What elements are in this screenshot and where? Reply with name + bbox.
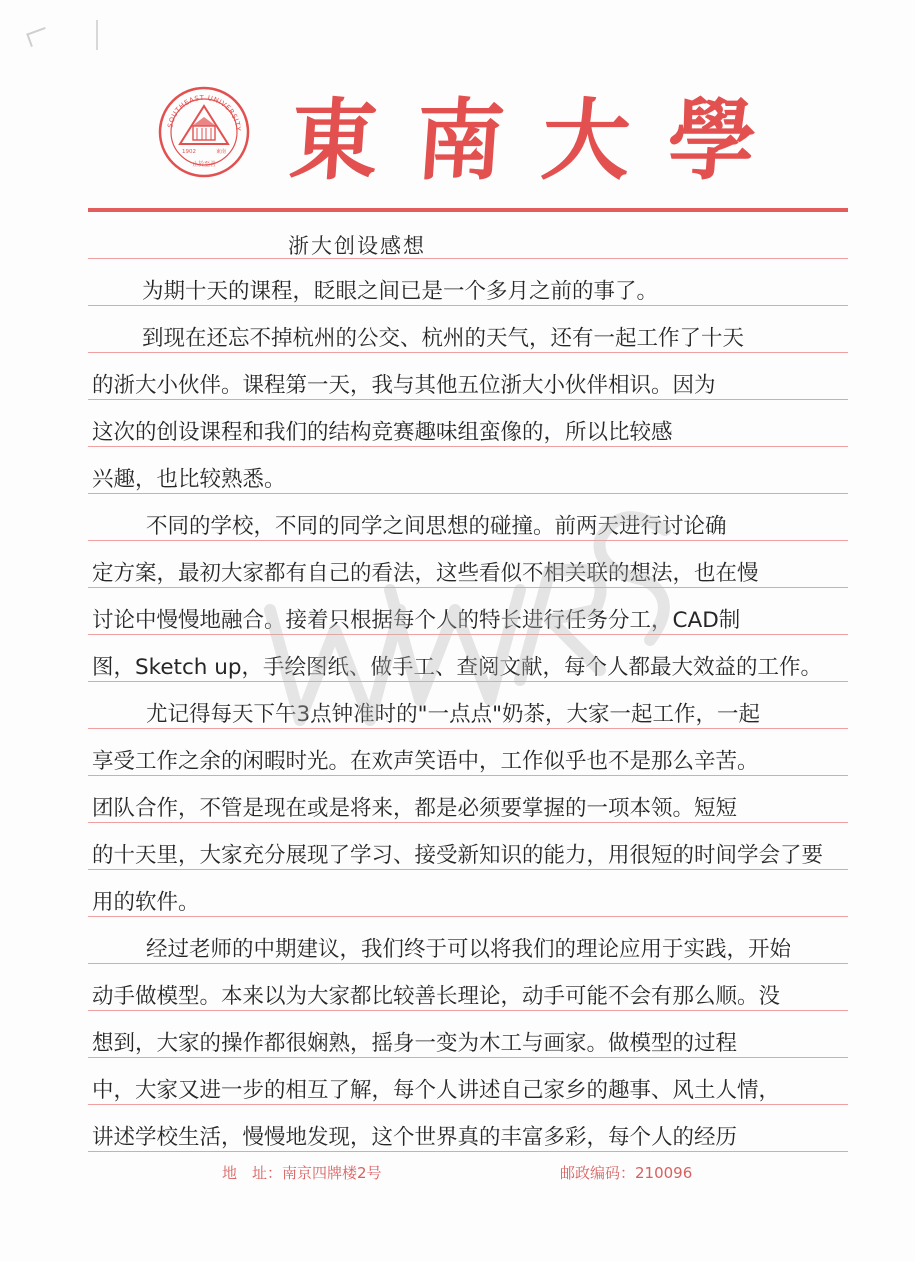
svg-text:止於至善: 止於至善 (192, 161, 217, 168)
essay-line: 用的软件。 (92, 890, 200, 915)
university-name: 東南大學 (286, 88, 798, 192)
essay-line: 为期十天的课程，眨眼之间已是一个多月之前的事了。 (142, 279, 659, 304)
footer-address: 地 址：南京四牌楼2号 (222, 1164, 382, 1182)
essay-line: 的十天里，大家充分展现了学习、接受新知识的能力，用很短的时间学会了要 (92, 843, 824, 868)
essay-line: 动手做模型。本来以为大家都比较善长理论，动手可能不会有那么顺。没 (92, 984, 781, 1009)
ruled-line (88, 916, 848, 917)
university-seal-icon (158, 86, 250, 178)
margin-tick-mark (26, 27, 50, 47)
margin-pencil-mark (96, 20, 98, 50)
essay-line: 讲述学校生活，慢慢地发现，这个世界真的丰富多彩，每个人的经历 (92, 1125, 738, 1150)
svg-text:1902: 1902 (182, 149, 196, 155)
essay-line: 兴趣，也比较熟悉。 (92, 467, 286, 492)
essay-line: 享受工作之余的闲暇时光。在欢声笑语中，工作似乎也不是那么辛苦。 (92, 749, 759, 774)
essay-line: 讨论中慢慢地融合。接着只根据每个人的特长进行任务分工，CAD制 (92, 608, 741, 633)
essay-title: 浙大创设感想 (288, 234, 426, 258)
footer-postcode: 邮政编码：210096 (560, 1164, 693, 1182)
ruled-line (88, 258, 848, 259)
header-divider (88, 208, 848, 212)
essay-line: 中，大家又进一步的相互了解，每个人讲述自己家乡的趣事、风土人情， (92, 1078, 781, 1103)
essay-line: 想到，大家的操作都很娴熟，摇身一变为木工与画家。做模型的过程 (92, 1031, 738, 1056)
essay-line: 团队合作，不管是现在或是将来，都是必须要掌握的一项本领。短短 (92, 796, 738, 821)
essay-line: 不同的学校，不同的同学之间思想的碰撞。前两天进行讨论确 (146, 514, 727, 539)
essay-line: 这次的创设课程和我们的结构竞赛趣味组蛮像的，所以比较感 (92, 420, 673, 445)
essay-line: 到现在还忘不掉杭州的公交、杭州的天气，还有一起工作了十天 (142, 326, 745, 351)
essay-line: 经过老师的中期建议，我们终于可以将我们的理论应用于实践，开始 (146, 937, 792, 962)
essay-line: 尤记得每天下午3点钟准时的"一点点"奶茶，大家一起工作，一起 (146, 702, 760, 727)
university-wordmark (286, 70, 810, 210)
essay-line: 的浙大小伙伴。课程第一天，我与其他五位浙大小伙伴相识。因为 (92, 373, 716, 398)
essay-line: 定方案，最初大家都有自己的看法，这些看似不相关联的想法，也在慢 (92, 561, 759, 586)
svg-text:SOUTHEAST UNIVERSITY: SOUTHEAST UNIVERSITY (166, 93, 243, 132)
svg-text:東南: 東南 (216, 149, 227, 155)
essay-line: 图，Sketch up，手绘图纸、做手工、查阅文献，每个人都最大效益的工作。 (92, 655, 823, 680)
